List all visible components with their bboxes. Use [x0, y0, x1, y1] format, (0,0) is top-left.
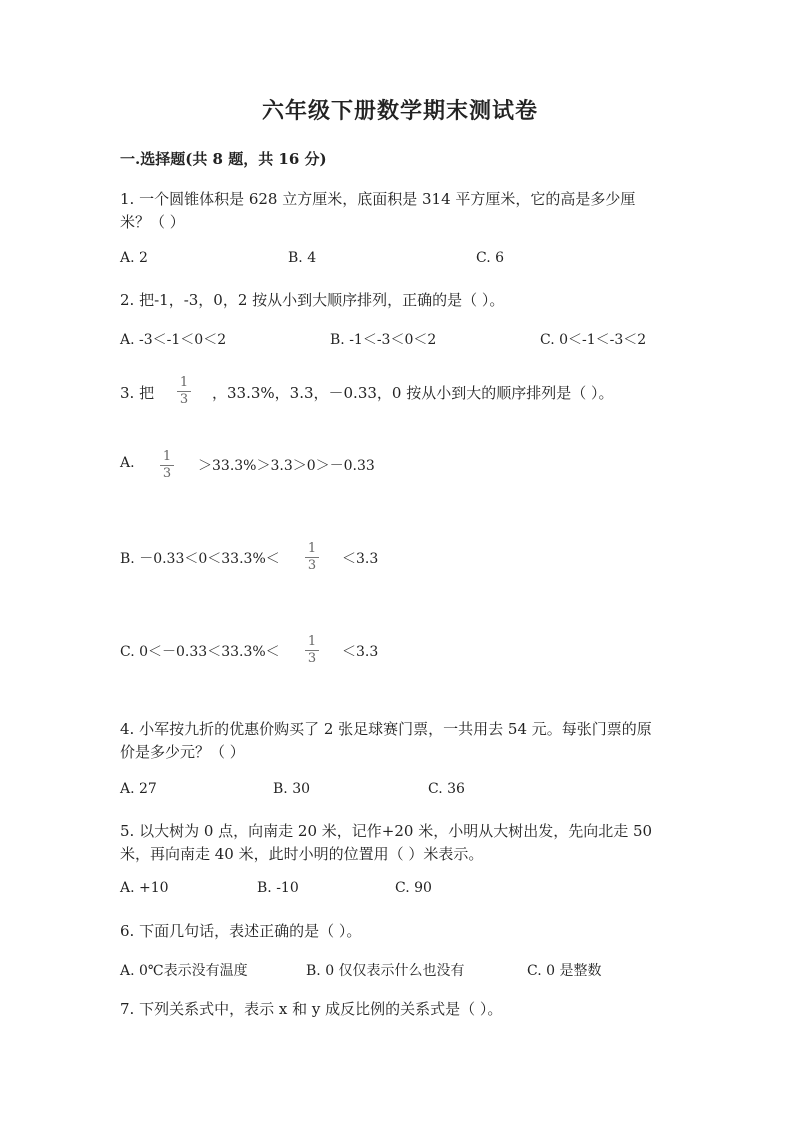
- question-3-fraction: [176, 376, 192, 407]
- question-5-option-c: C. 90: [395, 880, 432, 896]
- fraction-numerator: 1: [162, 449, 172, 464]
- question-3-option-b-fraction: [304, 542, 320, 573]
- question-1-option-b: B. 4: [288, 250, 317, 266]
- question-5-line-1: 5. 以大树为 0 点，向南走 20 米，记作+20 米，小明从大树出发，先向北走 50: [120, 822, 653, 840]
- question-4-option-c: C. 36: [428, 781, 465, 797]
- question-1-line-1: 1. 一个圆锥体积是 628 立方厘米，底面积是 314 平方厘米，它的高是多少厘: [120, 190, 636, 208]
- fraction-denominator: 3: [162, 466, 172, 481]
- question-3-option-a-label: A.: [120, 455, 135, 471]
- question-5-option-b: B. -10: [257, 880, 299, 896]
- question-3-suffix: ，33.3%，3.3，－0.33，0 按从小到大的顺序排列是（ ）。: [212, 384, 614, 402]
- fraction-denominator: 3: [179, 392, 189, 407]
- question-4-line-2: 价是多少元？（ ）: [120, 743, 245, 761]
- question-3-option-b-tail: ＜3.3: [342, 551, 379, 567]
- question-3-option-a-fraction: [159, 450, 175, 481]
- question-6-option-b: B. 0 仅仅表示什么也没有: [306, 963, 465, 979]
- question-7-text: 7. 下列关系式中，表示 x 和 y 成反比例的关系式是（ ）。: [120, 1000, 503, 1018]
- page-title: 六年级下册数学期末测试卷: [261, 98, 538, 124]
- fraction-denominator: 3: [307, 558, 317, 573]
- question-6-option-a: A. 0℃表示没有温度: [120, 963, 248, 979]
- section-heading: 一.选择题(共 8 题，共 16 分): [120, 150, 327, 168]
- question-4-option-a: A. 27: [120, 781, 157, 797]
- question-3-option-b-text: B. －0.33＜0＜33.3%＜: [120, 551, 280, 567]
- question-1-option-a: A. 2: [120, 250, 148, 266]
- question-2-option-a: A. -3＜-1＜0＜2: [120, 332, 227, 348]
- fraction-numerator: 1: [307, 634, 317, 649]
- question-5-line-2: 米，再向南走 40 米，此时小明的位置用（ ）米表示。: [120, 845, 484, 863]
- question-5-option-a: A. +10: [120, 880, 169, 896]
- question-6-option-c: C. 0 是整数: [527, 963, 602, 979]
- question-6-text: 6. 下面几句话，表述正确的是（ ）。: [120, 922, 362, 940]
- question-2-text: 2. 把-1，-3，0，2 按从小到大顺序排列，正确的是（ ）。: [120, 291, 505, 309]
- question-3-option-c-text: C. 0＜－0.33＜33.3%＜: [120, 644, 280, 660]
- question-4-line-1: 4. 小军按九折的优惠价购买了 2 张足球赛门票，一共用去 54 元。每张门票的原: [120, 720, 652, 738]
- fraction-numerator: 1: [307, 541, 317, 556]
- question-1-line-2: 米？（ ）: [120, 213, 185, 231]
- question-2-option-b: B. -1＜-3＜0＜2: [330, 332, 437, 348]
- question-3-option-a-text: ＞33.3%＞3.3＞0＞－0.33: [198, 458, 375, 474]
- question-3-option-c-fraction: [304, 635, 320, 666]
- question-3-option-c-tail: ＜3.3: [342, 644, 379, 660]
- fraction-numerator: 1: [179, 375, 189, 390]
- fraction-denominator: 3: [307, 651, 317, 666]
- question-2-option-c: C. 0＜-1＜-3＜2: [540, 332, 647, 348]
- question-1-option-c: C. 6: [476, 250, 505, 266]
- question-4-option-b: B. 30: [273, 781, 311, 797]
- question-3-prefix: 3. 把: [120, 384, 155, 402]
